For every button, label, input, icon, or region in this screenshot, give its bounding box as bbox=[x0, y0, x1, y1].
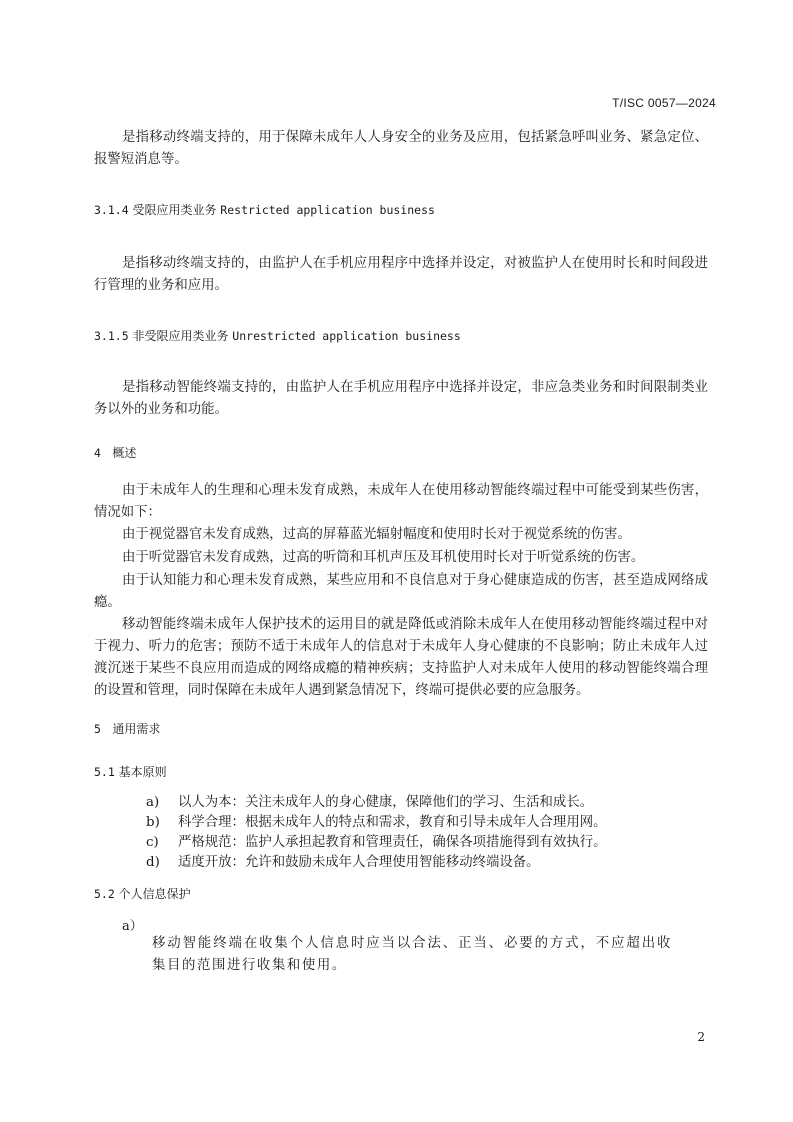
section-number: 3.1.4 bbox=[94, 203, 129, 217]
list-marker: a） bbox=[122, 919, 143, 934]
section-3-1-3-body: 是指移动终端支持的，用于保障未成年人人身安全的业务及应用，包括紧急呼叫业务、紧急定位、报警短消息等。 bbox=[94, 130, 708, 167]
section-title: 个人信息保护 bbox=[118, 887, 191, 901]
list-item bbox=[146, 812, 607, 834]
section-4-heading bbox=[94, 444, 136, 461]
section-3-1-4-heading bbox=[94, 201, 435, 218]
list-text: 严格规范：监护人承担起教育和管理责任，确保各项措施得到有效执行。 bbox=[178, 835, 607, 850]
list-text: 以人为本：关注未成年人的身心健康，保障他们的学习、生活和成长。 bbox=[178, 795, 594, 810]
section-5-2-heading bbox=[94, 885, 191, 902]
page-number: 2 bbox=[697, 1030, 705, 1044]
document-id-header: T/ISC 0057—2024 bbox=[612, 96, 716, 110]
section-title: 概述 bbox=[112, 446, 137, 460]
section-3-1-4-body: 是指移动终端支持的，由监护人在手机应用程序中选择并设定，对被监护人在使用时长和时间段进行管理的业务和应用。 bbox=[94, 256, 708, 293]
list-item bbox=[146, 852, 540, 874]
section-4-para-2: 由于视觉器官未发育成熟，过高的屏幕蓝光辐射幅度和使用时长对于视觉系统的伤害。 bbox=[122, 527, 631, 542]
list-text: 科学合理：根据未成年人的特点和需求，教育和引导未成年人合理用网。 bbox=[178, 815, 607, 830]
section-number: 5 bbox=[94, 722, 101, 736]
section-4-para-4: 由于认知能力和心理未发育成熟，某些应用和不良信息对于身心健康造成的伤害，甚至造成网络成瘾。 bbox=[94, 573, 708, 610]
section-number: 5.1 bbox=[94, 765, 115, 779]
list-marker: d) bbox=[146, 855, 160, 870]
section-title-cn: 非受限应用类业务 bbox=[132, 329, 229, 343]
section-title: 通用需求 bbox=[112, 722, 161, 736]
section-number: 3.1.5 bbox=[94, 329, 129, 343]
section-4-para-1: 由于未成年人的生理和心理未发育成熟，未成年人在使用移动智能终端过程中可能受到某些伤害，情况如下： bbox=[94, 483, 708, 520]
section-4-para-5: 移动智能终端未成年人保护技术的运用目的就是降低或消除未成年人在使用移动智能终端过程中对于视力、听力的危害；预防不适于未成年人的信息对于未成年人身心健康的不良影响；防止未成年人过渡沉迷于某些不良应用而造成的网络成瘾的精神疾病；支持监护人对未成年人使用的移动智能终端合理的设置和管理，同时保障在未成年人遇到紧急情况下，终端可提供必要的应急服务。 bbox=[94, 617, 708, 698]
section-number: 4 bbox=[94, 446, 101, 460]
section-title-cn: 受限应用类业务 bbox=[132, 203, 217, 217]
section-3-1-5-heading bbox=[94, 327, 461, 344]
section-title-en: Restricted application business bbox=[220, 203, 435, 217]
section-title-en: Unrestricted application business bbox=[232, 329, 461, 343]
list-marker: b) bbox=[146, 815, 160, 830]
list-item bbox=[146, 792, 593, 814]
list-marker: c) bbox=[146, 835, 159, 850]
section-4-para-3: 由于听觉器官未发育成熟，过高的听筒和耳机声压及耳机使用时长对于听觉系统的伤害。 bbox=[122, 550, 645, 565]
section-5-1-heading bbox=[94, 763, 167, 780]
section-title: 基本原则 bbox=[118, 765, 167, 779]
section-3-1-5-body: 是指移动智能终端支持的，由监护人在手机应用程序中选择并设定，非应急类业务和时间限制类业务以外的业务和功能。 bbox=[94, 380, 708, 417]
section-number: 5.2 bbox=[94, 887, 115, 901]
list-text: 适度开放：允许和鼓励未成年人合理使用智能移动终端设备。 bbox=[178, 855, 540, 870]
list-item bbox=[146, 832, 607, 854]
section-5-2-item-text: 移动智能终端在收集个人信息时应当以合法、正当、必要的方式，不应超出收集目的范围进行收集和使用。 bbox=[152, 936, 672, 973]
section-5-heading bbox=[94, 720, 160, 737]
list-marker: a) bbox=[146, 795, 160, 810]
